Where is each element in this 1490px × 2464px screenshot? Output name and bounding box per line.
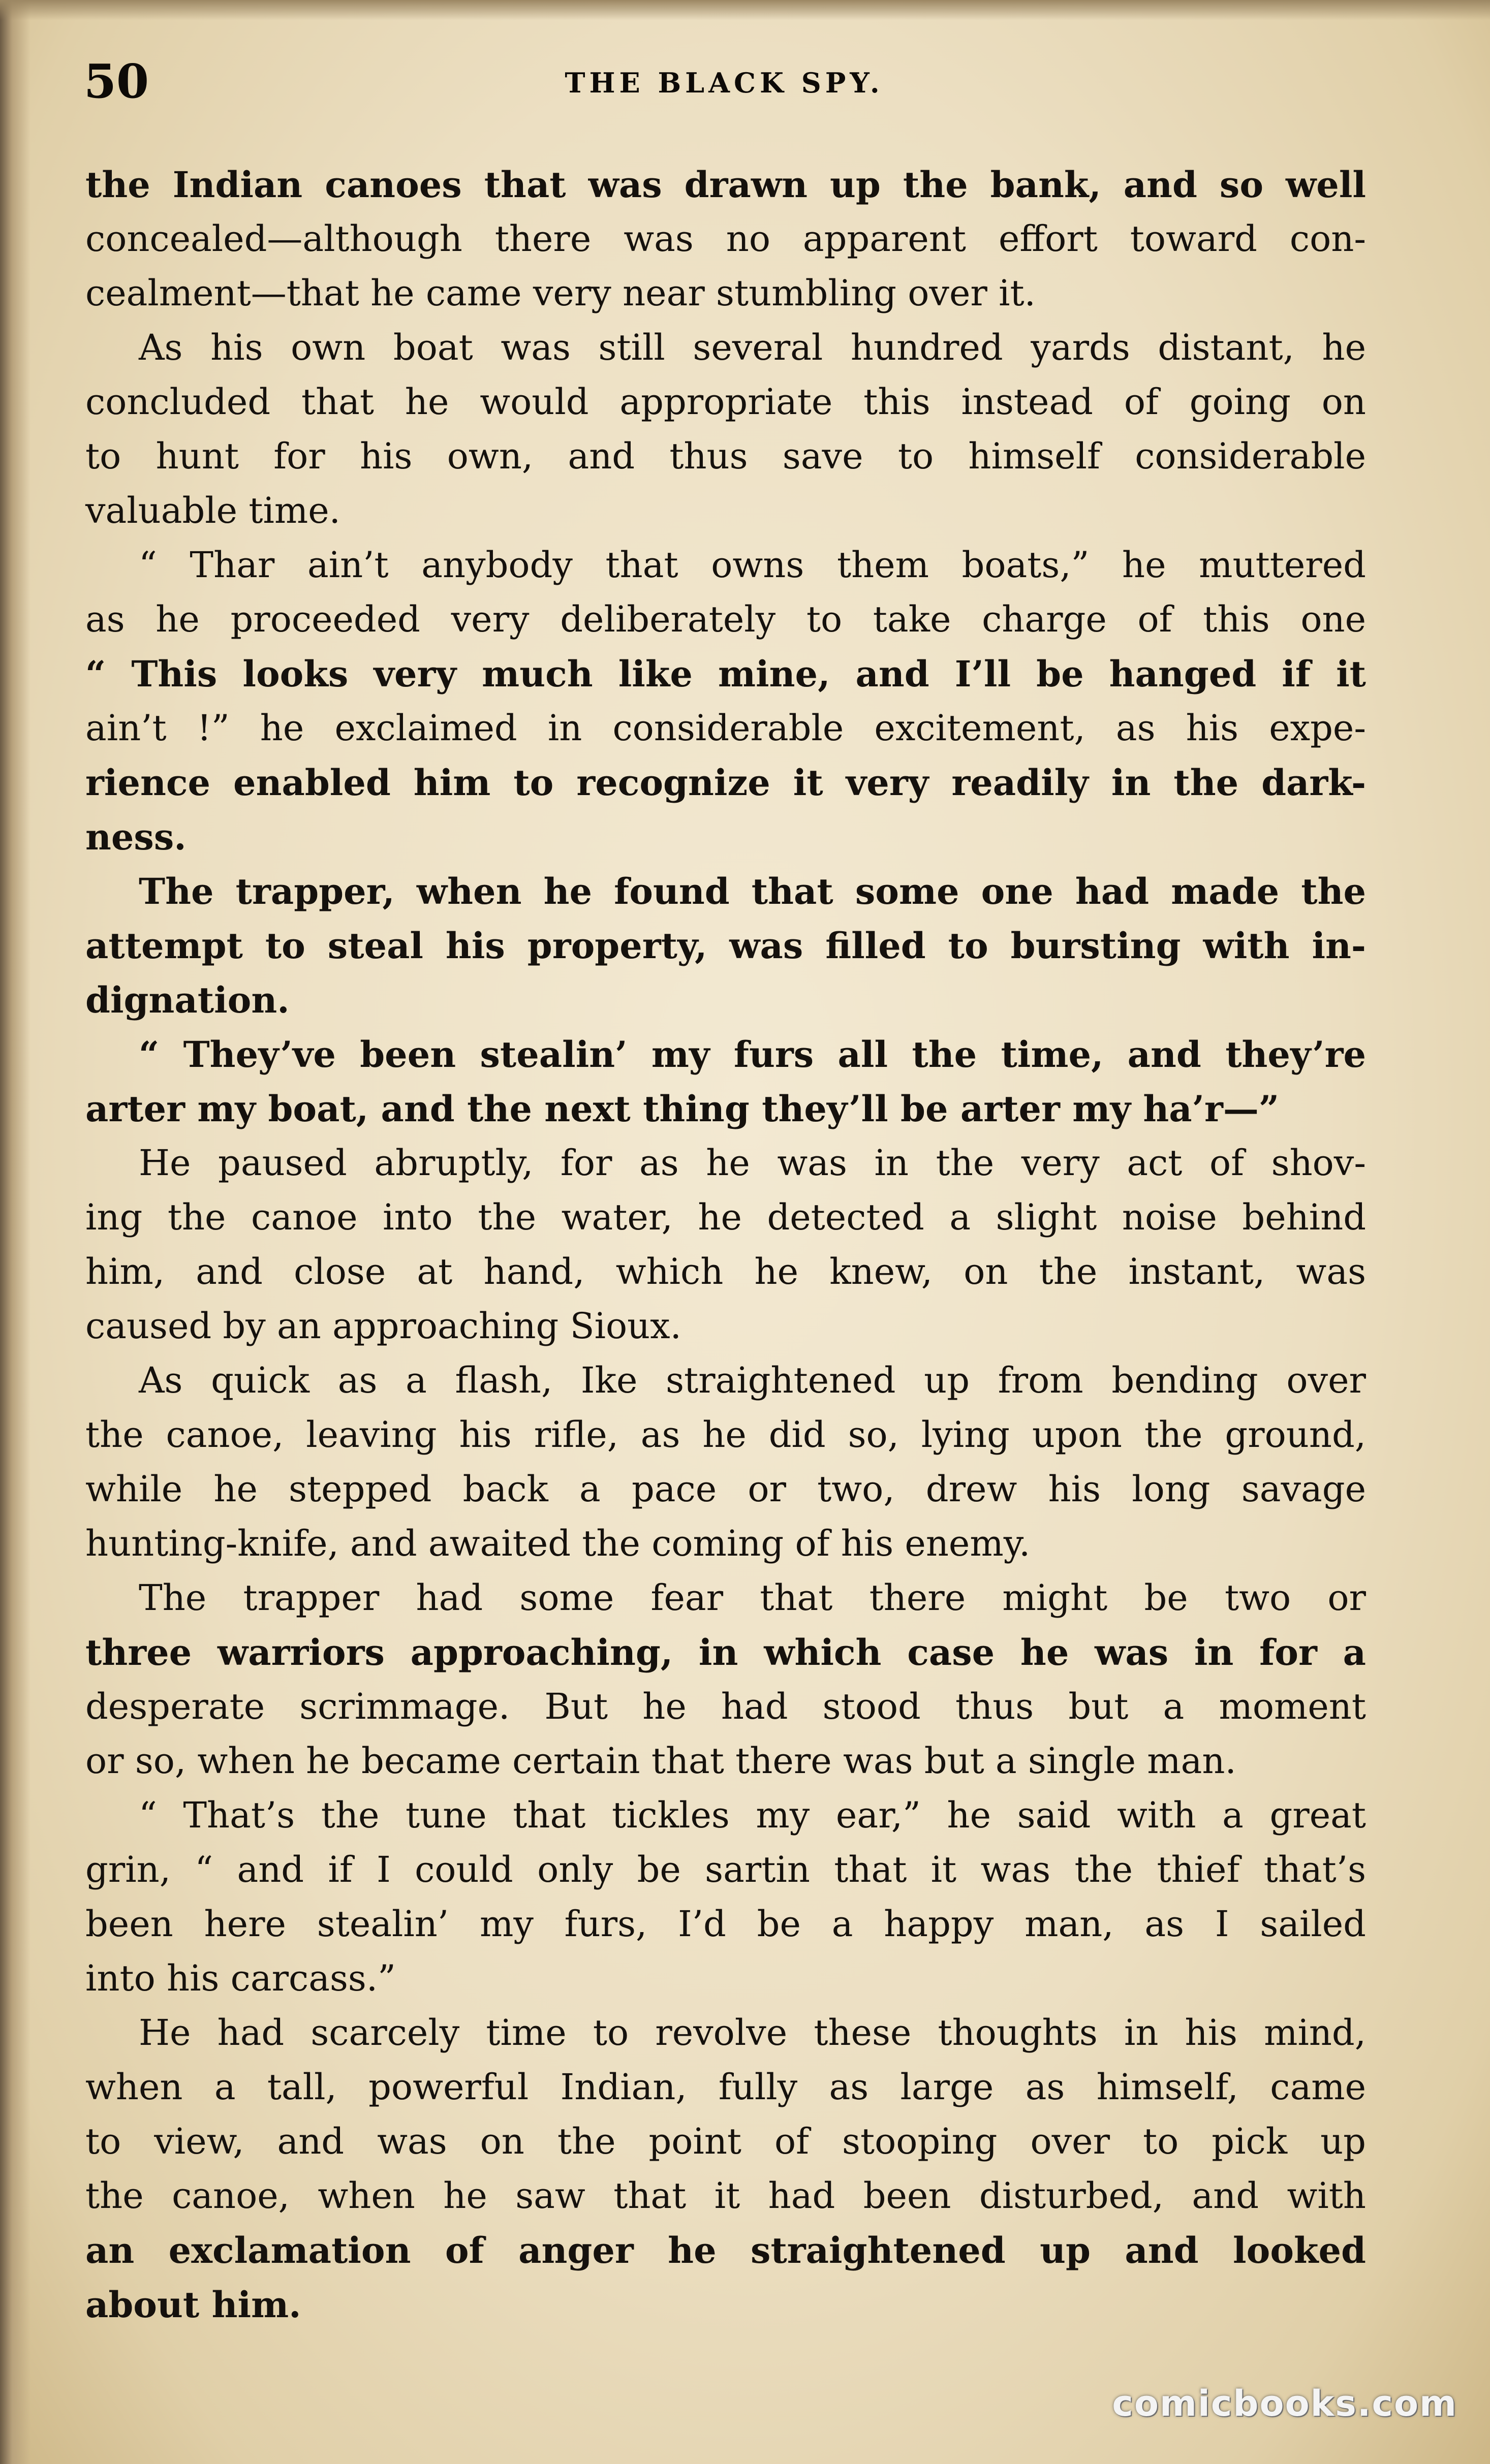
text-line: The trapper had some fear that there might be two or [139, 1577, 1366, 1619]
text-line: about him. [85, 2284, 301, 2326]
text-line: him, and close at hand, which he knew, on the instant, was [85, 1251, 1366, 1292]
paragraph [85, 157, 1366, 321]
text-line: to hunt for his own, and thus save to himself considerable [85, 435, 1366, 477]
paragraph [85, 1571, 1366, 1788]
text-line: into his carcass.” [85, 1957, 396, 1999]
text-line: As quick as a flash, Ike straightened up from bending over [139, 1360, 1366, 1401]
paragraph [85, 1027, 1366, 1136]
page-header [84, 51, 1364, 112]
text-line: hunting-knife, and awaited the coming of his enemy. [85, 1523, 1031, 1564]
text-line: when a tall, powerful Indian, fully as large as himself, came [85, 2066, 1366, 2108]
text-line: “ Thar ain’t anybody that owns them boats,” he muttered [139, 544, 1366, 586]
text-line: three warriors approaching, in which case he was in for a [85, 1631, 1366, 1673]
text-line: grin, “ and if I could only be sartin that it was the thief that’s [85, 1849, 1366, 1890]
text-line: valuable time. [85, 490, 340, 531]
text-line: ness. [85, 816, 187, 858]
text-line: an exclamation of anger he straightened up and looked [85, 2229, 1366, 2271]
paragraph [85, 321, 1366, 538]
paragraph [85, 1136, 1366, 1353]
text-line: concluded that he would appropriate this instead of going on [85, 381, 1366, 423]
watermark: comicbooks.com [1112, 2383, 1457, 2424]
text-line: cealment—that he came very near stumbling over it. [85, 272, 1036, 314]
paragraph [85, 1788, 1366, 2006]
page-edge-shadow-left [0, 0, 30, 2464]
paragraph [85, 1353, 1366, 1571]
text-line: He had scarcely time to revolve these thoughts in his mind, [139, 2012, 1366, 2054]
text-line: “ That’s the tune that tickles my ear,” he said with a great [139, 1794, 1366, 1836]
text-line: “ This looks very much like mine, and I’ll be hanged if it [85, 653, 1366, 695]
text-line: or so, when he became certain that there was but a single man. [85, 1740, 1236, 1782]
paragraph [85, 538, 1366, 864]
text-line: the Indian canoes that was drawn up the bank, and so well [85, 164, 1366, 206]
text-line: the canoe, leaving his rifle, as he did so, lying upon the ground, [85, 1414, 1366, 1456]
text-line: “ They’ve been stealin’ my furs all the time, and they’re [139, 1033, 1366, 1076]
text-line: concealed—although there was no apparent effort toward con- [85, 218, 1366, 260]
text-line: He paused abruptly, for as he was in the very act of shov- [139, 1142, 1366, 1184]
text-line: desperate scrimmage. But he had stood thus but a moment [85, 1686, 1366, 1727]
text-line: attempt to steal his property, was filled to bursting with in- [85, 925, 1366, 967]
text-line: the canoe, when he saw that it had been disturbed, and with [85, 2175, 1366, 2217]
text-line: dignation. [85, 979, 290, 1021]
page-number: 50 [84, 54, 149, 109]
paragraph [85, 2006, 1366, 2332]
running-title: THE BLACK SPY. [565, 67, 884, 99]
text-line: arter my boat, and the next thing they’ll be arter my ha’r—” [85, 1088, 1280, 1130]
text-line: while he stepped back a pace or two, drew his long savage [85, 1468, 1366, 1510]
text-line: ing the canoe into the water, he detected a slight noise behind [85, 1196, 1366, 1238]
text-line: rience enabled him to recognize it very readily in the dark- [85, 762, 1366, 804]
text-line: The trapper, when he found that some one had made the [139, 870, 1366, 912]
text-line: as he proceeded very deliberately to take charge of this one [85, 598, 1366, 640]
text-line: caused by an approaching Sioux. [85, 1305, 681, 1347]
page-edge-shadow-top [0, 0, 1490, 20]
body-text [85, 157, 1366, 2332]
text-line: been here stealin’ my furs, I’d be a happy man, as I sailed [85, 1903, 1366, 1945]
text-line: ain’t !” he exclaimed in considerable excitement, as his expe- [85, 707, 1366, 749]
paragraph [85, 864, 1366, 1027]
text-line: to view, and was on the point of stooping over to pick up [85, 2121, 1366, 2162]
text-line: As his own boat was still several hundred yards distant, he [139, 327, 1366, 368]
